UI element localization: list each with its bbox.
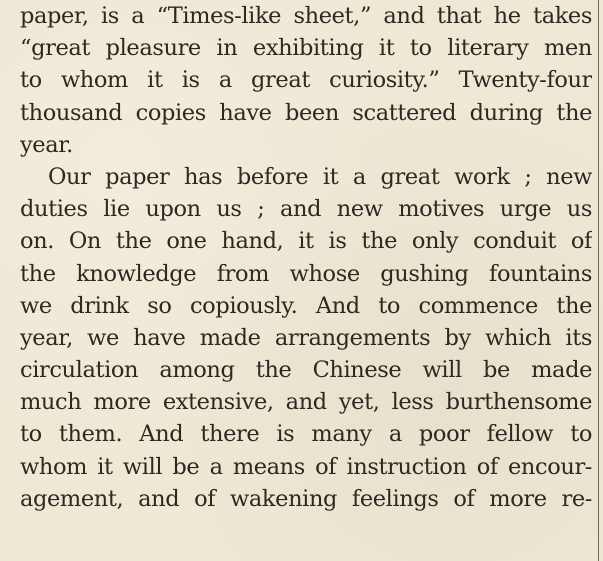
text-line: to them. And there is many a poor fellow to (20, 421, 592, 448)
text-line: year, we have made arrangements by which its (20, 324, 592, 351)
text-line: thousand copies have been scattered during the (20, 99, 592, 126)
text-line: to whom it is a great curiosity.” Twenty-four (20, 67, 592, 94)
text-line: agement, and of wakening feelings of more re- (20, 485, 592, 512)
text-line: Our paper has before it a great work ; new (48, 163, 592, 190)
text-line: on. On the one hand, it is the only conduit of (20, 228, 592, 255)
column-rule (598, 0, 599, 561)
article-text (20, 0, 592, 515)
text-line: the knowledge from whose gushing fountains (20, 260, 592, 287)
text-line: whom it will be a means of instruction of encour- (20, 453, 592, 480)
text-line: paper, is a “Times-like sheet,” and that he takes (20, 3, 592, 29)
text-line: year. (20, 131, 73, 158)
text-line: much more extensive, and yet, less burthensome (20, 389, 592, 416)
text-line: duties lie upon us ; and new motives urge us (20, 196, 592, 223)
text-line: “great pleasure in exhibiting it to literary men (20, 35, 592, 62)
text-line: we drink so copiously. And to commence the (20, 292, 592, 319)
text-line: circulation among the Chinese will be made (20, 357, 592, 384)
